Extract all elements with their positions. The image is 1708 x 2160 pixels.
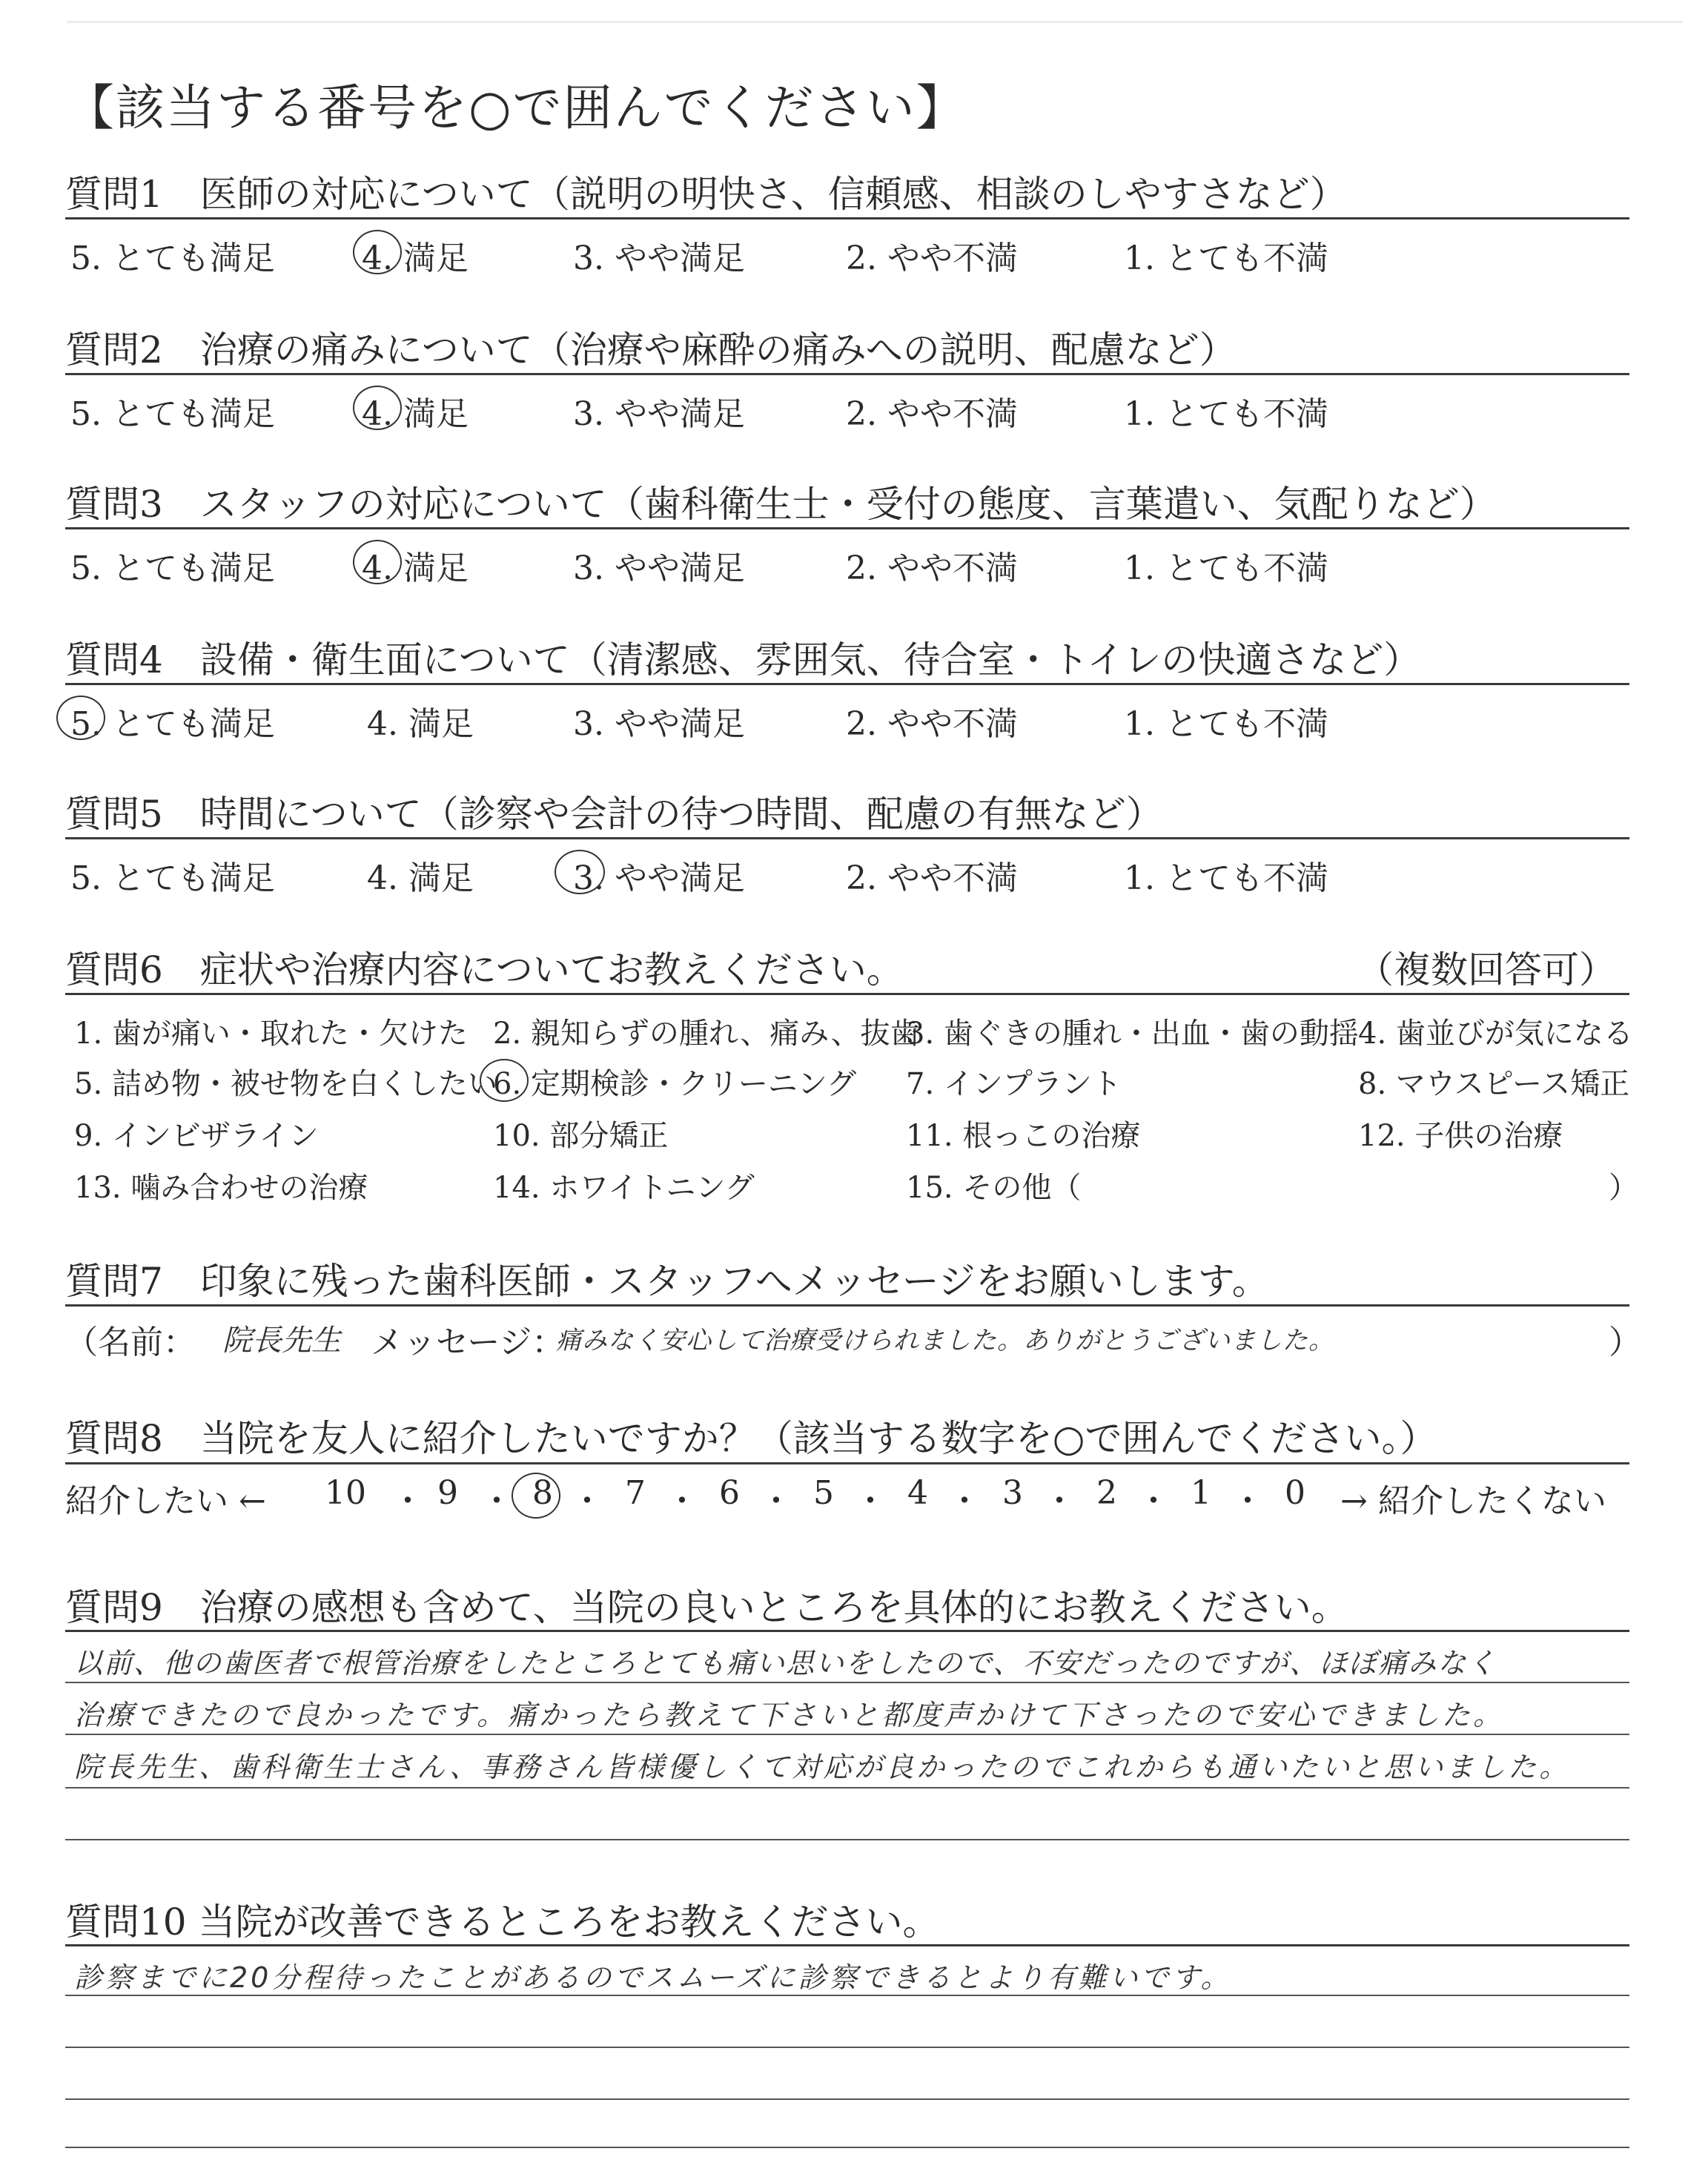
q3-selection-circle xyxy=(353,540,402,584)
question-7-title: 質問7 印象に残った歯科医師・スタッフへメッセージをお願いします。 xyxy=(65,1260,1269,1303)
q1-option-2[interactable]: 2. やや不満 xyxy=(846,240,1018,277)
q6-option-9[interactable]: 9. インビザライン xyxy=(74,1119,319,1153)
q3-option-2[interactable]: 2. やや不満 xyxy=(846,549,1018,587)
question-4-rule xyxy=(65,683,1629,685)
q6-option-14[interactable]: 14. ホワイトニング xyxy=(493,1171,755,1205)
q8-number-7[interactable]: 7 xyxy=(625,1474,646,1512)
question-3-rule xyxy=(65,527,1629,529)
question-1-rule xyxy=(65,217,1629,219)
question-8-title: 質問8 当院を友人に紹介したいですか？（該当する数字を○で囲んでください。） xyxy=(65,1417,1437,1460)
q8-separator: ・ xyxy=(571,1482,603,1520)
q6-selection-circle xyxy=(480,1059,529,1102)
question-10-rule xyxy=(65,1944,1629,1946)
q9-line-rule-1 xyxy=(65,1682,1629,1683)
q3-option-4[interactable]: 4. 満足 xyxy=(362,549,469,587)
q1-selection-circle xyxy=(353,230,402,274)
q9-line-rule-4 xyxy=(65,1839,1629,1840)
q6-option-2[interactable]: 2. 親知らずの腫れ、痛み、抜歯 xyxy=(493,1017,920,1051)
q8-right-label: → 紹介したくない xyxy=(1340,1482,1606,1520)
q6-option-11[interactable]: 11. 根っこの治療 xyxy=(906,1119,1141,1153)
q8-separator: ・ xyxy=(666,1482,698,1520)
question-4-title: 質問4 設備・衛生面について（清潔感、雰囲気、待合室・トイレの快適さなど） xyxy=(65,638,1421,681)
q9-line-rule-2 xyxy=(65,1734,1629,1735)
question-1-title: 質問1 医師の対応について（説明の明快さ、信頼感、相談のしやすさなど） xyxy=(65,173,1347,216)
q5-option-5[interactable]: 5. とても満足 xyxy=(70,859,275,897)
top-edge-line xyxy=(67,21,1683,23)
page-header: 【該当する番号を○で囲んでください】 xyxy=(65,79,967,136)
q2-option-1[interactable]: 1. とても不満 xyxy=(1124,395,1328,433)
q7-name-label: （名前： xyxy=(65,1324,196,1361)
q8-separator: ・ xyxy=(760,1482,792,1520)
question-6-rule xyxy=(65,993,1629,995)
q8-number-2[interactable]: 2 xyxy=(1096,1474,1117,1512)
q8-number-9[interactable]: 9 xyxy=(437,1474,458,1512)
q1-option-1[interactable]: 1. とても不満 xyxy=(1124,240,1328,277)
q9-line-rule-3 xyxy=(65,1787,1629,1789)
question-6-note: （複数回答可） xyxy=(1357,948,1616,991)
q5-option-3[interactable]: 3. やや満足 xyxy=(573,859,745,897)
q6-option-4[interactable]: 4. 歯並びが気になる xyxy=(1358,1017,1633,1051)
q9-answer-line-3[interactable]: 院長先生、歯科衛生士さん、事務さん皆様優しくて対応が良かったのでこれからも通いたいと思いました。 xyxy=(74,1751,1571,1783)
q10-line-rule-2 xyxy=(65,2047,1629,2048)
q8-selection-circle xyxy=(512,1473,560,1519)
q5-selection-circle xyxy=(555,850,605,894)
question-9-title: 質問9 治療の感想も含めて、当院の良いところを具体的にお教えください。 xyxy=(65,1586,1348,1629)
q8-separator: ・ xyxy=(391,1482,424,1520)
q3-option-1[interactable]: 1. とても不満 xyxy=(1124,549,1328,587)
q4-option-3[interactable]: 3. やや満足 xyxy=(573,705,745,743)
q8-separator: ・ xyxy=(1231,1482,1264,1520)
q8-number-4[interactable]: 4 xyxy=(907,1474,928,1512)
q4-option-2[interactable]: 2. やや不満 xyxy=(846,705,1018,743)
q7-name-value[interactable]: 院長先生 xyxy=(222,1324,341,1358)
q4-option-1[interactable]: 1. とても不満 xyxy=(1124,705,1328,743)
q8-left-label: 紹介したい ← xyxy=(65,1482,266,1520)
question-2-title: 質問2 治療の痛みについて（治療や麻酔の痛みへの説明、配慮など） xyxy=(65,328,1237,371)
question-7-rule xyxy=(65,1304,1629,1307)
question-10-title: 質問10 当院が改善できるところをお教えください。 xyxy=(65,1900,940,1943)
question-3-title: 質問3 スタッフの対応について（歯科衛生士・受付の態度、言葉遣い、気配りなど） xyxy=(65,483,1497,526)
q6-option-10[interactable]: 10. 部分矯正 xyxy=(493,1119,669,1153)
q10-line-rule-4 xyxy=(65,2147,1629,2148)
q8-number-0[interactable]: 0 xyxy=(1285,1474,1305,1512)
q8-number-3[interactable]: 3 xyxy=(1002,1474,1023,1512)
q6-option-8[interactable]: 8. マウスピース矯正 xyxy=(1358,1067,1630,1101)
q2-option-5[interactable]: 5. とても満足 xyxy=(70,395,275,433)
q6-other-close-paren: ） xyxy=(1609,1171,1638,1205)
q8-separator: ・ xyxy=(480,1482,513,1520)
q6-option-3[interactable]: 3. 歯ぐきの腫れ・出血・歯の動揺 xyxy=(906,1017,1359,1051)
question-5-title: 質問5 時間について（診察や会計の待つ時間、配慮の有無など） xyxy=(65,793,1163,836)
q2-option-3[interactable]: 3. やや満足 xyxy=(573,395,745,433)
q1-option-4[interactable]: 4. 満足 xyxy=(362,240,469,277)
q8-separator: ・ xyxy=(854,1482,887,1520)
q6-option-6[interactable]: 6. 定期検診・クリーニング xyxy=(493,1067,857,1101)
q7-message-label: メッセージ： xyxy=(371,1324,565,1361)
q8-separator: ・ xyxy=(948,1482,981,1520)
q4-option-5[interactable]: 5. とても満足 xyxy=(70,705,275,743)
q2-option-2[interactable]: 2. やや不満 xyxy=(846,395,1018,433)
q6-option-12[interactable]: 12. 子供の治療 xyxy=(1358,1119,1563,1153)
q9-answer-line-1[interactable]: 以前、他の歯医者で根管治療をしたところとても痛い思いをしたので、不安だったのですが、ほぼ痛みなく xyxy=(74,1647,1497,1680)
question-6-title: 質問6 症状や治療内容についてお教えください。 xyxy=(65,948,904,991)
q6-option-5[interactable]: 5. 詰め物・被せ物を白くしたい xyxy=(74,1067,497,1101)
q8-number-8[interactable]: 8 xyxy=(532,1474,553,1512)
q6-option-13[interactable]: 13. 噛み合わせの治療 xyxy=(74,1171,368,1205)
q4-option-4[interactable]: 4. 満足 xyxy=(367,705,474,743)
q10-answer-line-1[interactable]: 診察までに20分程待ったことがあるのでスムーズに診察できるとより有難いです。 xyxy=(74,1961,1232,1994)
q5-option-2[interactable]: 2. やや不満 xyxy=(846,859,1018,897)
q8-number-1[interactable]: 1 xyxy=(1191,1474,1211,1512)
q1-option-3[interactable]: 3. やや満足 xyxy=(573,240,745,277)
q10-line-rule-3 xyxy=(65,2098,1629,2100)
q3-option-3[interactable]: 3. やや満足 xyxy=(573,549,745,587)
q9-answer-line-2[interactable]: 治療できたので良かったです。痛かったら教えて下さいと都度声かけて下さったので安心できました。 xyxy=(74,1699,1504,1731)
q2-selection-circle xyxy=(353,386,402,430)
q8-number-5[interactable]: 5 xyxy=(813,1474,834,1512)
q6-option-7[interactable]: 7. インプラント xyxy=(906,1067,1122,1101)
question-8-rule xyxy=(65,1462,1629,1464)
question-2-rule xyxy=(65,373,1629,375)
q1-option-5[interactable]: 5. とても満足 xyxy=(70,240,275,277)
q10-line-rule-1 xyxy=(65,1995,1629,1996)
q7-message-value[interactable]: 痛みなく安心して治療受けられました。ありがとうございました。 xyxy=(556,1326,1334,1355)
q2-option-4[interactable]: 4. 満足 xyxy=(362,395,469,433)
q8-separator: ・ xyxy=(1043,1482,1076,1520)
q6-option-1[interactable]: 1. 歯が痛い・取れた・欠けた xyxy=(74,1017,468,1051)
q6-option-15[interactable]: 15. その他（ xyxy=(906,1171,1082,1205)
q3-option-5[interactable]: 5. とても満足 xyxy=(70,549,275,587)
question-5-rule xyxy=(65,837,1629,839)
q7-close-paren: ） xyxy=(1609,1324,1641,1361)
q8-number-6[interactable]: 6 xyxy=(719,1474,740,1512)
q5-option-4[interactable]: 4. 満足 xyxy=(367,859,474,897)
q8-number-10[interactable]: 10 xyxy=(325,1474,366,1512)
q4-selection-circle xyxy=(56,696,105,740)
q5-option-1[interactable]: 1. とても不満 xyxy=(1124,859,1328,897)
question-9-rule xyxy=(65,1630,1629,1632)
q8-separator: ・ xyxy=(1137,1482,1170,1520)
